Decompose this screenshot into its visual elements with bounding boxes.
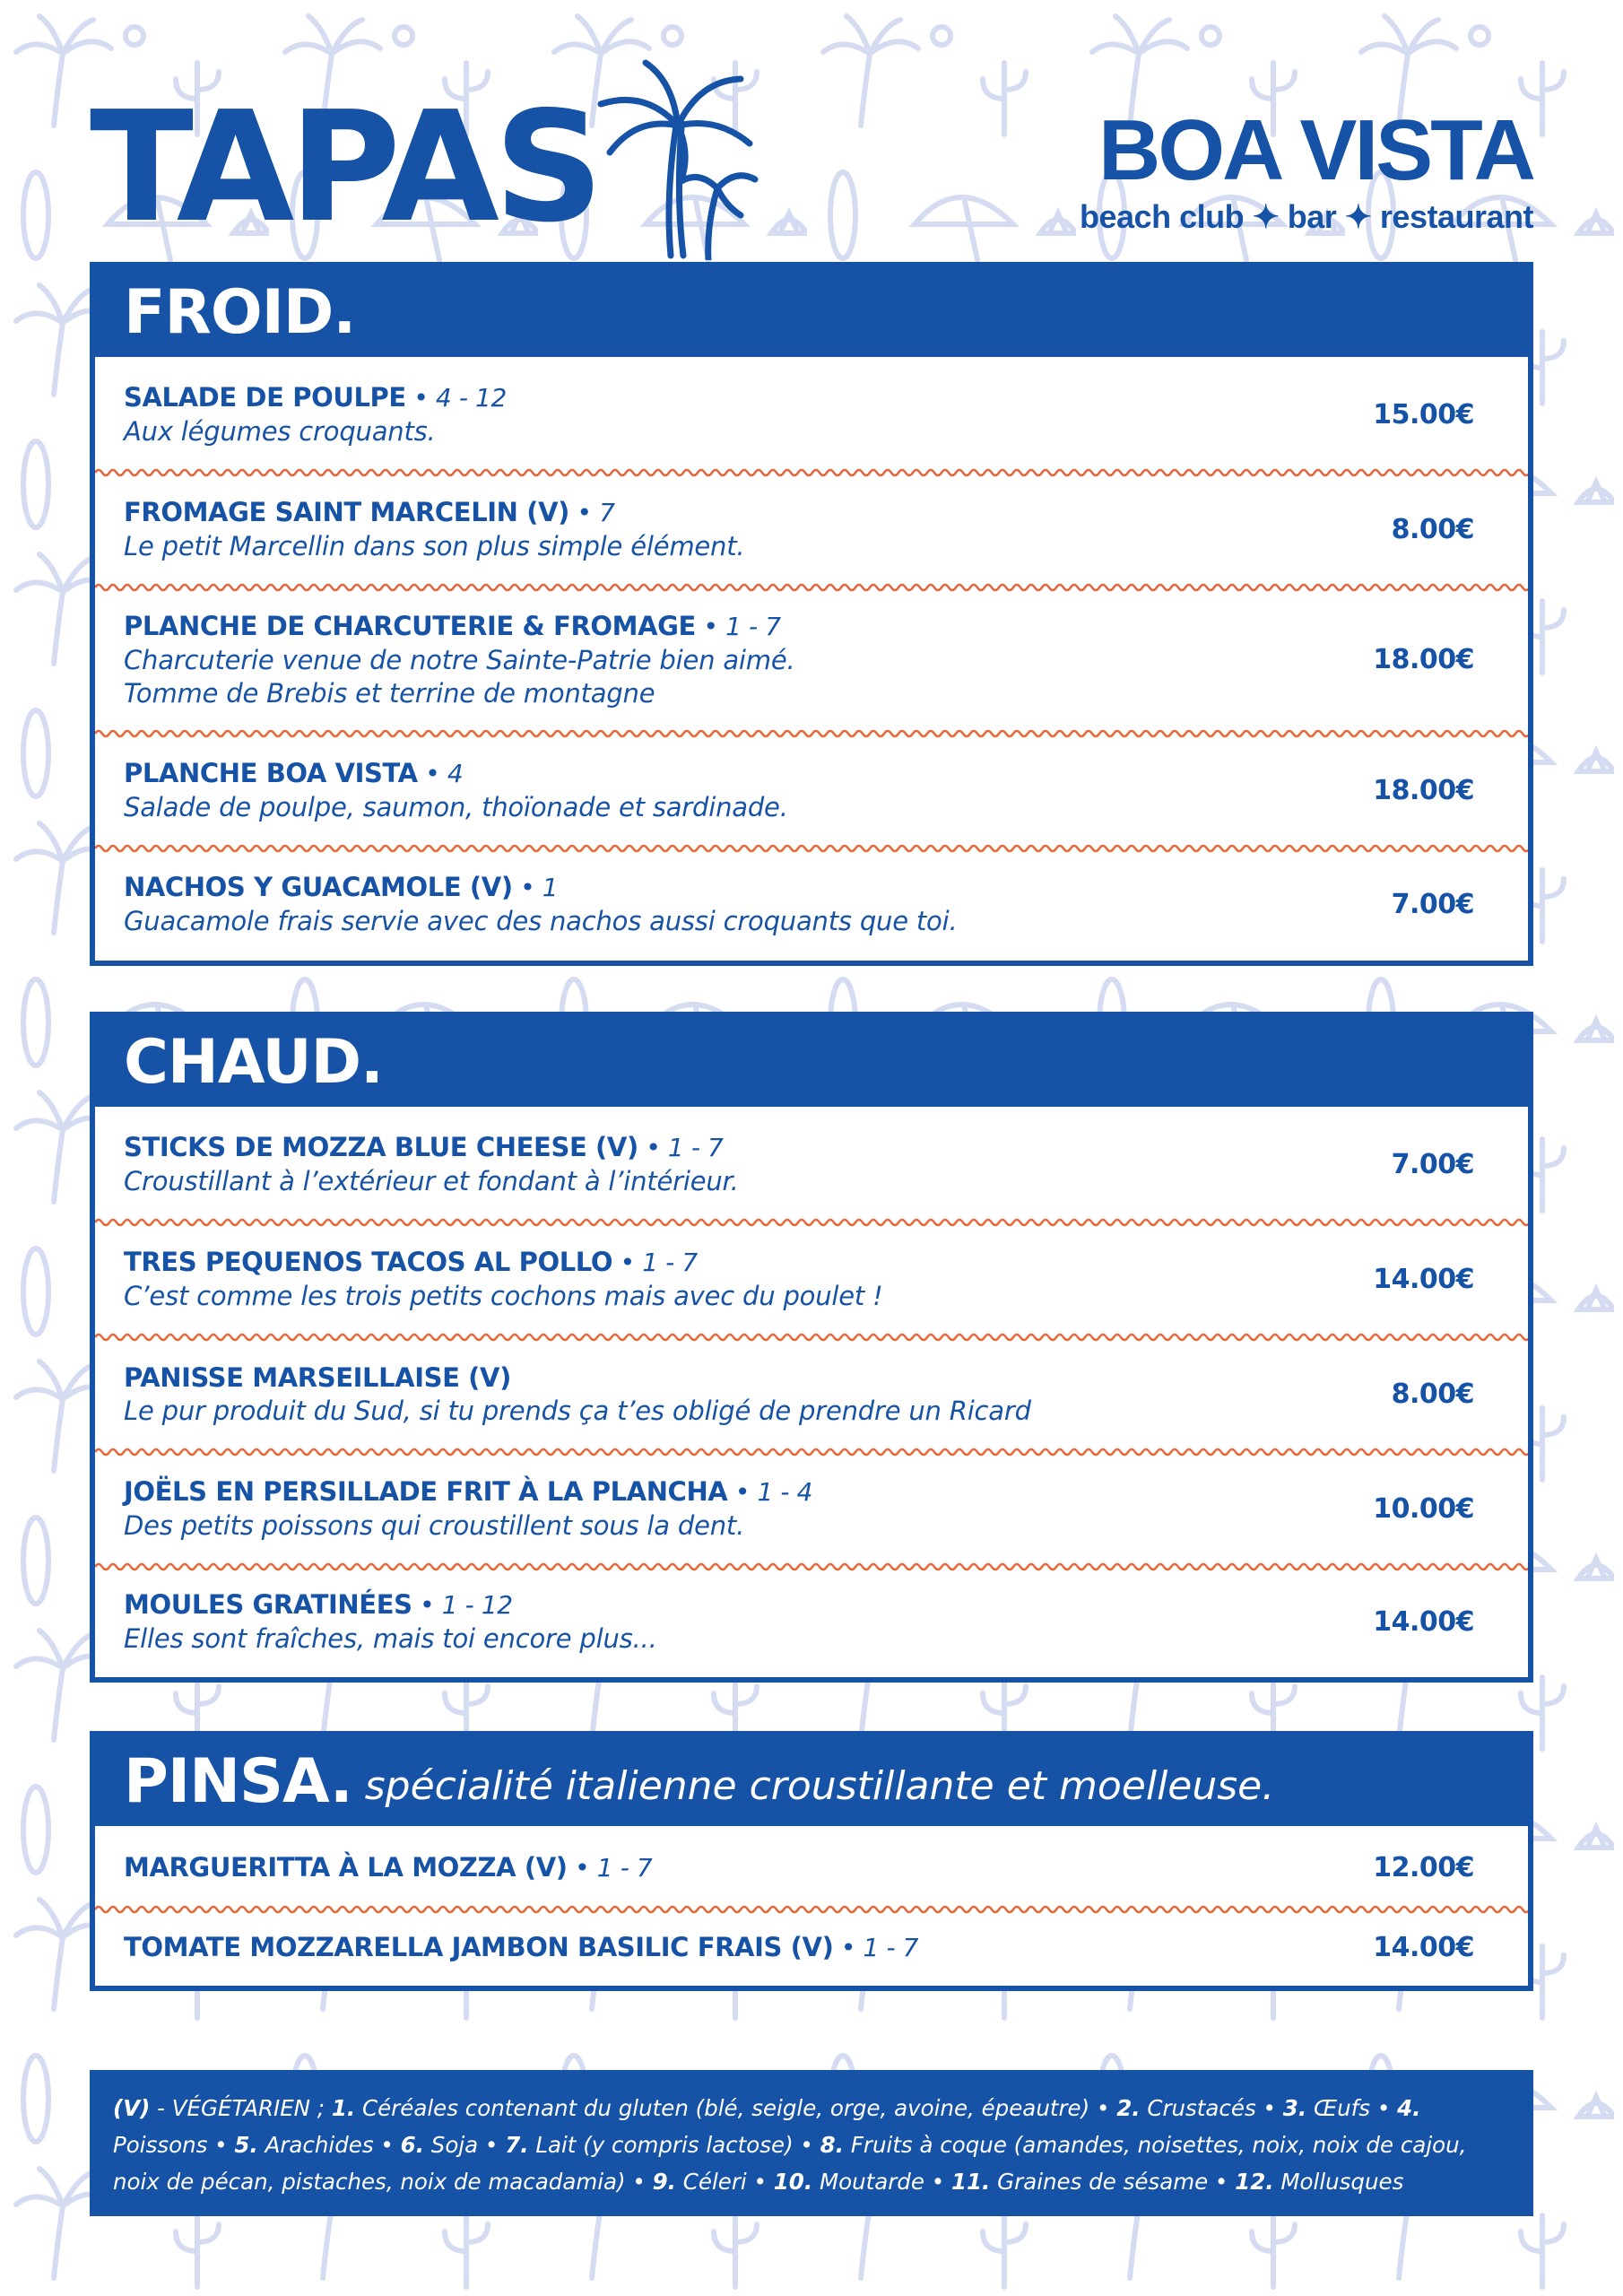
menu-item-title: MOULES GRATINÉES (124, 1589, 412, 1620)
menu-item-title: PLANCHE DE CHARCUTERIE & FROMAGE (124, 611, 696, 641)
menu-item-description: Aux légumes croquants. (124, 416, 436, 447)
menu-item (95, 1336, 1528, 1451)
menu-item-description: Tomme de Brebis et terrine de montagne (124, 678, 655, 709)
menu-item-title: JOËLS EN PERSILLADE FRIT À LA PLANCHA (124, 1476, 728, 1507)
allergen-list (113, 2090, 1510, 2200)
allergen-codes: • 1 - 7 (695, 612, 781, 641)
menu-item-name (124, 1130, 1340, 1165)
menu-item-text (124, 1130, 1340, 1198)
menu-item-price: 8.00€ (1391, 513, 1474, 545)
allergen-codes: • 4 - 12 (405, 383, 507, 413)
section-title: FROID. (124, 276, 356, 348)
menu-item-name (124, 870, 1340, 905)
menu-item-name (124, 1930, 1340, 1965)
allergen-label: Œufs • (1306, 2095, 1398, 2121)
allergen-codes: • 1 - 7 (833, 1932, 919, 1962)
menu-item-name (124, 1361, 1340, 1395)
allergen-code: 4. (1397, 2095, 1421, 2121)
allergen-codes: • 1 - 12 (412, 1590, 513, 1620)
menu-item (95, 357, 1528, 472)
menu-item (95, 472, 1528, 587)
allergen-label: Moutarde • (812, 2169, 951, 2195)
menu-item (95, 1451, 1528, 1566)
menu-item-title: TOMATE MOZZARELLA JAMBON BASILIC FRAIS (V) (124, 1931, 834, 1962)
menu-item-name (124, 380, 1340, 415)
item-list (95, 357, 1528, 961)
allergen-label: Céréales contenant du gluten (blé, seigle, orge, avoine, épeautre) • (355, 2095, 1117, 2121)
section-subtitle: spécialité italienne croustillante et moelleuse. (364, 1762, 1275, 1809)
allergen-codes: • 1 - 7 (567, 1852, 653, 1883)
brand-tagline: beach club ✦ bar ✦ restaurant (1080, 198, 1533, 235)
menu-item-title: MARGUERITTA À LA MOZZA (V) (124, 1851, 568, 1883)
allergen-code: 10. (773, 2169, 813, 2195)
allergen-label: Arachides • (257, 2132, 401, 2158)
menu-title: TAPAS (90, 79, 599, 257)
menu-item-text (124, 1474, 1340, 1543)
allergen-codes: • 7 (569, 498, 615, 527)
menu-item-description: Le petit Marcellin dans son plus simple élément. (124, 531, 745, 561)
section-title: PINSA. (124, 1745, 352, 1817)
allergen-code: 9. (652, 2169, 676, 2195)
allergen-code: (V) (113, 2095, 151, 2121)
menu-item-title: FROMAGE SAINT MARCELIN (V) (124, 497, 569, 527)
section-pinsa (90, 1731, 1533, 1991)
allergen-label: Lait (y compris lactose) • (528, 2132, 820, 2158)
menu-item-text (124, 870, 1340, 938)
menu-item (95, 1222, 1528, 1336)
menu-item (95, 848, 1528, 961)
menu-item-name (124, 756, 1340, 791)
menu-item-text (124, 380, 1340, 448)
allergen-label: Mollusques (1273, 2169, 1404, 2195)
menu-item-description: C’est comme les trois petits cochons mais avec du poulet ! (124, 1281, 883, 1311)
menu-item-text (124, 1245, 1340, 1313)
allergen-label: Soja • (424, 2132, 506, 2158)
allergen-codes: • 1 - 7 (612, 1248, 698, 1277)
allergen-code: 6. (400, 2132, 424, 2158)
menu-item-text (124, 756, 1340, 824)
section-title: CHAUD. (124, 1026, 383, 1098)
menu-item-name (124, 1245, 1340, 1280)
menu-item-name (124, 609, 1340, 644)
menu-item-text (124, 1850, 1340, 1885)
menu-item-price: 14.00€ (1373, 1605, 1474, 1638)
menu-item (95, 1566, 1528, 1677)
allergen-label: Crustacés • (1140, 2095, 1283, 2121)
menu-item-description: Croustillant à l’extérieur et fondant à l’intérieur. (124, 1166, 739, 1196)
menu-item-text (124, 1930, 1340, 1965)
brand-logo (1080, 102, 1533, 235)
menu-item-price: 18.00€ (1373, 774, 1474, 806)
menu-item-title: PANISSE MARSEILLAISE (V) (124, 1361, 511, 1393)
item-list (95, 1107, 1528, 1677)
section-header (95, 267, 1528, 357)
menu-item-title: NACHOS Y GUACAMOLE (V) (124, 872, 513, 902)
menu-item (95, 1909, 1528, 1986)
menu-item-description: Salade de poulpe, saumon, thoïonade et sardinade. (124, 792, 788, 822)
allergen-code: 7. (505, 2132, 529, 2158)
allergen-code: 3. (1282, 2095, 1307, 2121)
menu-item-description: Guacamole frais servie avec des nachos aussi croquants que toi. (124, 906, 958, 936)
menu-item-price: 14.00€ (1373, 1931, 1474, 1963)
menu-item-price: 10.00€ (1373, 1492, 1474, 1525)
menu-item-description: Des petits poissons qui croustillent sous la dent. (124, 1510, 745, 1541)
allergen-code: 2. (1116, 2095, 1141, 2121)
section-froid (90, 262, 1533, 966)
allergen-code: 8. (820, 2132, 845, 2158)
menu-item-description: Elles sont fraîches, mais toi encore plus... (124, 1623, 657, 1654)
menu-item-price: 15.00€ (1373, 398, 1474, 430)
menu-item-name (124, 1474, 1340, 1509)
menu-item-text (124, 1587, 1340, 1656)
section-header (95, 1017, 1528, 1107)
menu-item-title: TRES PEQUENOS TACOS AL POLLO (124, 1247, 613, 1277)
allergen-legend (90, 2070, 1533, 2216)
allergen-codes: • 1 - 4 (727, 1477, 813, 1507)
allergen-code: 12. (1235, 2169, 1274, 2195)
brand-name: BOA VISTA (1098, 102, 1533, 198)
menu-item-text (124, 609, 1340, 710)
allergen-label: Graines de sésame • (990, 2169, 1236, 2195)
menu-item-name (124, 495, 1340, 530)
section-header (95, 1736, 1528, 1826)
allergen-label: Céleri • (675, 2169, 774, 2195)
menu-item (95, 1826, 1528, 1909)
menu-item-price: 7.00€ (1391, 888, 1474, 920)
allergen-codes: • 4 (417, 759, 464, 788)
menu-item-text (124, 1361, 1340, 1428)
menu-item-name (124, 1587, 1340, 1622)
menu-item-description: Le pur produit du Sud, si tu prends ça t’es obligé de prendre un Ricard (124, 1395, 1031, 1426)
allergen-label: Fruits à coque (amandes, noisettes, noix, noix de cajou, noix de pécan, pistaches, noix de macadamia) • (113, 2132, 1467, 2195)
allergen-code: 11. (950, 2169, 991, 2195)
menu-item-title: PLANCHE BOA VISTA (124, 758, 418, 788)
menu-item-price: 18.00€ (1373, 644, 1474, 675)
palm-tree-icon (583, 54, 762, 260)
item-list (95, 1826, 1528, 1986)
menu-item-price: 7.00€ (1391, 1148, 1474, 1180)
allergen-codes: • 1 - 7 (638, 1133, 724, 1162)
allergen-label: - VÉGÉTARIEN ; (150, 2095, 332, 2121)
menu-item-price: 14.00€ (1373, 1263, 1474, 1295)
allergen-codes: • 1 (512, 873, 559, 902)
section-chaud (90, 1012, 1533, 1683)
allergen-code: 1. (331, 2095, 356, 2121)
allergen-label: Poissons • (113, 2132, 235, 2158)
menu-item-price: 8.00€ (1391, 1378, 1474, 1410)
allergen-code: 5. (234, 2132, 258, 2158)
menu-item-title: STICKS DE MOZZA BLUE CHEESE (V) (124, 1132, 638, 1162)
menu-item (95, 733, 1528, 848)
menu-item-title: SALADE DE POULPE (124, 382, 406, 413)
menu-item-name (124, 1850, 1340, 1885)
menu-item-price: 12.00€ (1373, 1851, 1474, 1883)
menu-item-text (124, 495, 1340, 563)
menu-item (95, 587, 1528, 733)
menu-item-description: Charcuterie venue de notre Sainte-Patrie bien aimé. (124, 645, 795, 675)
menu-item (95, 1107, 1528, 1222)
